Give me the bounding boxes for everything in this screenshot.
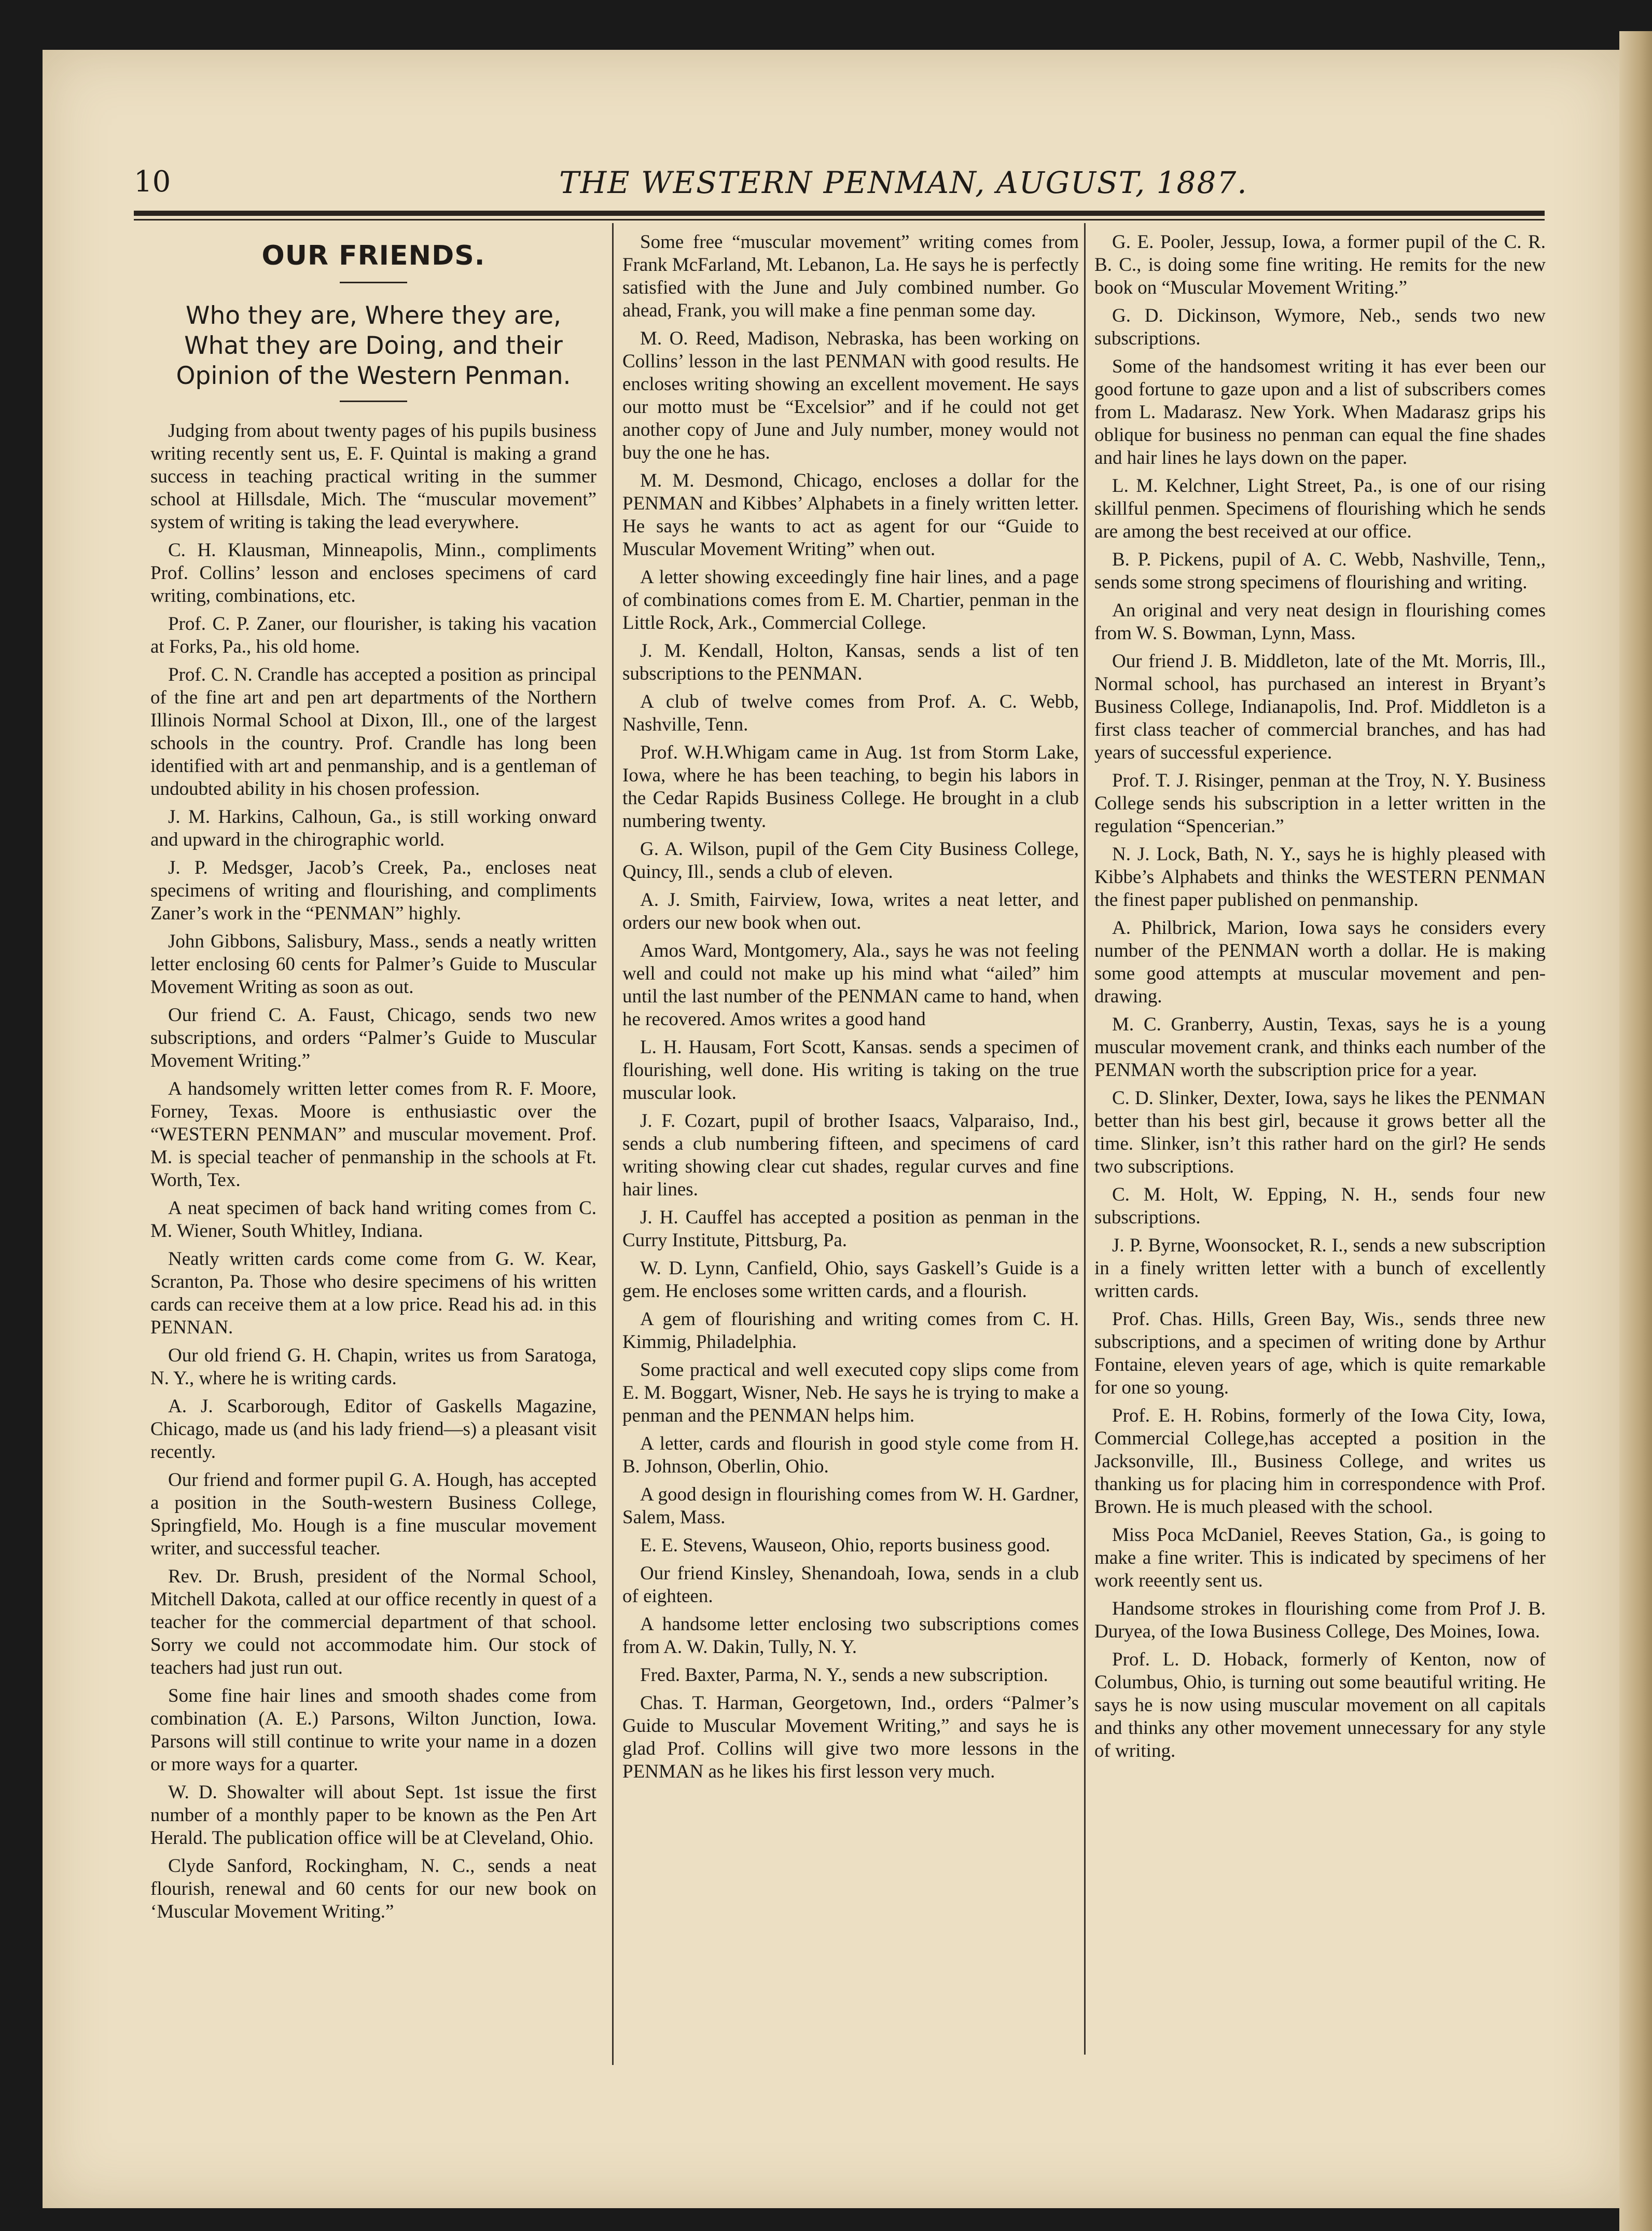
article-paragraph: A handsomely written letter comes from R. F. Moore, Forney, Texas. Moore is enthusiastic over the “WESTERN PENMAN” and muscular movement. Prof. M. is special teacher of penmanship in the schools at Ft. Worth, Tex. (150, 1078, 596, 1191)
article-paragraph: Some free “muscular movement” writing comes from Frank McFarland, Mt. Lebanon, La. He says he is perfectly satisfied with the June and July combined number. Go ahead, Frank, you will make a fine penman some day. (622, 231, 1079, 321)
header-rule-thin (134, 219, 1545, 221)
article-paragraph: J. F. Cozart, pupil of brother Isaacs, Valparaiso, Ind., sends a club numbering fifteen, and specimens of card writing showing clear cut shades, regular curves and fine hair lines. (622, 1110, 1079, 1200)
article-paragraph: M. O. Reed, Madison, Nebraska, has been working on Collins’ lesson in the last PENMAN with good results. He encloses writing showing an excellent movement. He says our motto must be “Excelsior” and if he could not get another copy of June and July number, money would not buy the one he has. (622, 328, 1079, 463)
article-paragraph: A handsome letter enclosing two subscriptions comes from A. W. Dakin, Tully, N. Y. (622, 1614, 1079, 1658)
article-paragraph: A gem of flourishing and writing comes from C. H. Kimmig, Philadelphia. (622, 1309, 1079, 1353)
article-paragraph: Our old friend G. H. Chapin, writes us from Saratoga, N. Y., where he is writing cards. (150, 1345, 596, 1389)
article-paragraph: G. E. Pooler, Jessup, Iowa, a former pupil of the C. R. B. C., is doing some fine writing. He remits for the new book on “Muscular Movement Writing.” (1094, 231, 1546, 298)
article-paragraph: Rev. Dr. Brush, president of the Normal School, Mitchell Dakota, called at our office recently in quest of a teacher for the commercial department of that school. Sorry we could not accommodate him. Our stock of teachers had just run out. (150, 1566, 596, 1678)
article-paragraph: Judging from about twenty pages of his pupils business writing recently sent us, E. F. Quintal is making a grand success in teaching practical writing in the summer school at Hillsdale, Mich. The “muscular movement” system of writing is taking the lead everywhere. (150, 420, 596, 533)
article-paragraph: J. M. Harkins, Calhoun, Ga., is still working onward and upward in the chirographic world. (150, 806, 596, 850)
article-paragraph: A letter showing exceedingly fine hair lines, and a page of combinations comes from E. M. Chartier, penman in the Little Rock, Ark., Commercial College. (622, 567, 1079, 634)
article-paragraph: A. J. Scarborough, Editor of Gaskells Magazine, Chicago, made us (and his lady friend—s) a pleasant visit recently. (150, 1396, 596, 1463)
article-paragraph: L. M. Kelchner, Light Street, Pa., is one of our rising skillful penmen. Specimens of flourishing which he sends are among the best received at our office. (1094, 475, 1546, 542)
article-paragraph: J. P. Byrne, Woonsocket, R. I., sends a new subscription in a finely written letter with a bunch of excellently written cards. (1094, 1235, 1546, 1302)
article-paragraph: J. M. Kendall, Holton, Kansas, sends a list of ten subscriptions to the PENMAN. (622, 640, 1079, 684)
article-paragraph: J. P. Medsger, Jacob’s Creek, Pa., encloses neat specimens of writing and flourishing, and compliments Zaner’s work in the “PENMAN” highly. (150, 857, 596, 924)
article-paragraph: B. P. Pickens, pupil of A. C. Webb, Nashville, Tenn,, sends some strong specimens of flourishing and writing. (1094, 549, 1546, 593)
article-paragraph: Amos Ward, Montgomery, Ala., says he was not feeling well and could not make up his mind what “ailed” him until the last number of the PENMAN came to hand, when he recovered. Amos writes a good hand (622, 940, 1079, 1030)
column-3 (1094, 231, 1546, 1768)
article-paragraph: John Gibbons, Salisbury, Mass., sends a neatly written letter enclosing 60 cents for Palmer’s Guide to Muscular Movement Writing as soon as out. (150, 931, 596, 998)
article-paragraph: Prof. W.H.Whigam came in Aug. 1st from Storm Lake, Iowa, where he has been teaching, to begin his labors in the Cedar Rapids Business College. He brought in a club numbering twenty. (622, 742, 1079, 832)
page-header (134, 161, 1545, 202)
article-paragraph: C. M. Holt, W. Epping, N. H., sends four new subscriptions. (1094, 1184, 1546, 1228)
title-rule (340, 282, 407, 283)
page-edge (1619, 31, 1652, 2231)
column-1 (150, 231, 596, 1929)
header-rule-thick (134, 211, 1545, 216)
running-title: THE WESTERN PENMAN, AUGUST, 1887. (559, 165, 1248, 200)
article-paragraph: C. D. Slinker, Dexter, Iowa, says he likes the PENMAN better than his best girl, because it grows better all the time. Slinker, isn’t this rather hard on the girl? He sends two subscriptions. (1094, 1087, 1546, 1177)
article-paragraph: Prof. C. N. Crandle has accepted a position as principal of the fine art and pen art departments of the Northern Illinois Normal School at Dixon, Ill., one of the largest schools in the country. Prof. Crandle has long been identified with art and penmanship, and is a gentleman of undoubted ability in his chosen profession. (150, 664, 596, 800)
article-paragraph: Some of the handsomest writing it has ever been our good fortune to gaze upon and a list of subscribers comes from L. Madarasz. New York. When Madarasz grips his oblique for business no penman can equal the fine shades and hair lines he lays down on the paper. (1094, 356, 1546, 469)
article-paragraph: M. C. Granberry, Austin, Texas, says he is a young muscular movement crank, and thinks each number of the PENMAN worth the subscription price for a year. (1094, 1014, 1546, 1081)
article-paragraph: Some practical and well executed copy slips come from E. M. Boggart, Wisner, Neb. He says he is trying to make a penman and the PENMAN helps him. (622, 1359, 1079, 1426)
article-paragraph: Some fine hair lines and smooth shades come from combination (A. E.) Parsons, Wilton Junction, Iowa. Parsons will still continue to write your name in a dozen or more ways for a quarter. (150, 1685, 596, 1775)
article-paragraph: Chas. T. Harman, Georgetown, Ind., orders “Palmer’s Guide to Muscular Movement Writing,” and says he is glad Prof. Collins will give two more lessons in the PENMAN as he likes his first lesson very much. (622, 1692, 1079, 1782)
article-paragraph: N. J. Lock, Bath, N. Y., says he is highly pleased with Kibbe’s Alphabets and thinks the WESTERN PENMAN the finest paper published on penmanship. (1094, 844, 1546, 911)
article-paragraph: A. Philbrick, Marion, Iowa says he considers every number of the PENMAN worth a dollar. He is making some good attempts at muscular movement and pen-drawing. (1094, 917, 1546, 1007)
section-title: OUR FRIENDS. (261, 240, 485, 271)
article-paragraph: G. D. Dickinson, Wymore, Neb., sends two new subscriptions. (1094, 305, 1546, 349)
article-paragraph: Neatly written cards come come from G. W. Kear, Scranton, Pa. Those who desire specimens of his written cards can receive them at a low price. Read his ad. in this PENNAN. (150, 1248, 596, 1338)
article-paragraph: M. M. Desmond, Chicago, encloses a dollar for the PENMAN and Kibbes’ Alphabets in a finely written letter. He says he wants to act as agent for our “Guide to Muscular Movement Writing” when out. (622, 470, 1079, 560)
column-divider (1084, 223, 1086, 2055)
article-paragraph: A neat specimen of back hand writing comes from C. M. Wiener, South Whitley, Indiana. (150, 1197, 596, 1242)
article-paragraph: W. D. Showalter will about Sept. 1st issue the first number of a monthly paper to be known as the Pen Art Herald. The publication office will be at Cleveland, Ohio. (150, 1782, 596, 1849)
article-paragraph: Our friend C. A. Faust, Chicago, sends two new subscriptions, and orders “Palmer’s Guide to Muscular Movement Writing.” (150, 1004, 596, 1071)
column-2 (622, 231, 1079, 1788)
subtitle-rule (340, 401, 407, 402)
page-number: 10 (134, 165, 171, 199)
article-paragraph: An original and very neat design in flourishing comes from W. S. Bowman, Lynn, Mass. (1094, 600, 1546, 644)
article-paragraph: Our friend and former pupil G. A. Hough, has accepted a position in the South-western Business College, Springfield, Mo. Hough is a fine muscular movement writer, and successful teacher. (150, 1469, 596, 1559)
article-paragraph: A letter, cards and flourish in good style come from H. B. Johnson, Oberlin, Ohio. (622, 1433, 1079, 1477)
column-divider (612, 223, 614, 2065)
article-paragraph: Prof. C. P. Zaner, our flourisher, is taking his vacation at Forks, Pa., his old home. (150, 613, 596, 657)
article-paragraph: G. A. Wilson, pupil of the Gem City Business College, Quincy, Ill., sends a club of eleven. (622, 838, 1079, 883)
article-paragraph: Fred. Baxter, Parma, N. Y., sends a new subscription. (640, 1664, 1048, 1686)
article-paragraph: C. H. Klausman, Minneapolis, Minn., compliments Prof. Collins’ lesson and encloses specimens of card writing, combinations, etc. (150, 540, 596, 607)
article-paragraph: Prof. L. D. Hoback, formerly of Kenton, now of Columbus, Ohio, is turning out some beautiful writing. He says he is now using muscular movement on all capitals and thinks any other movement unnecessary for any style of writing. (1094, 1649, 1546, 1761)
article-paragraph: Prof. Chas. Hills, Green Bay, Wis., sends three new subscriptions, and a specimen of writing done by Arthur Fontaine, eleven years of age, which is quite remarkable for one so young. (1094, 1309, 1546, 1398)
article-paragraph: Prof. E. H. Robins, formerly of the Iowa City, Iowa, Commercial College,has accepted a position in the Jacksonville, Ill., Business College, and writes us thanking us for placing him in correspondence with Prof. Brown. He is much pleased with the school. (1094, 1405, 1546, 1518)
article-paragraph: Clyde Sanford, Rockingham, N. C., sends a neat flourish, renewal and 60 cents for our new book on ‘Muscular Movement Writing.” (150, 1855, 596, 1922)
article-paragraph: Handsome strokes in flourishing come from Prof J. B. Duryea, of the Iowa Business College, Des Moines, Iowa. (1094, 1598, 1546, 1642)
article-paragraph: W. D. Lynn, Canfield, Ohio, says Gaskell’s Guide is a gem. He encloses some written cards, and a flourish. (622, 1258, 1079, 1302)
article-paragraph: L. H. Hausam, Fort Scott, Kansas. sends a specimen of flourishing, well done. His writing is taking on the true muscular look. (622, 1037, 1079, 1104)
article-paragraph: E. E. Stevens, Wauseon, Ohio, reports business good. (640, 1535, 1050, 1556)
article-paragraph: J. H. Cauffel has accepted a position as penman in the Curry Institute, Pittsburg, Pa. (622, 1207, 1079, 1251)
article-paragraph: Our friend J. B. Middleton, late of the Mt. Morris, Ill., Normal school, has purchased an interest in Bryant’s Business College, Indianapolis, Ind. Prof. Middleton is a first class teacher of commercial branches, and has had years of successful experience. (1094, 651, 1546, 763)
section-subtitle: Who they are, Where they are, What they are Doing, and their Opinion of the Western Penman. (176, 301, 571, 390)
article-paragraph: Miss Poca McDaniel, Reeves Station, Ga., is going to make a fine writer. This is indicated by specimens of her work reeently sent us. (1094, 1524, 1546, 1591)
article-paragraph: A club of twelve comes from Prof. A. C. Webb, Nashville, Tenn. (622, 691, 1079, 735)
article-paragraph: Our friend Kinsley, Shenandoah, Iowa, sends in a club of eighteen. (622, 1563, 1079, 1607)
article-paragraph: A. J. Smith, Fairview, Iowa, writes a neat letter, and orders our new book when out. (622, 889, 1079, 933)
article-paragraph: Prof. T. J. Risinger, penman at the Troy, N. Y. Business College sends his subscription in a letter written in the regulation “Spencerian.” (1094, 770, 1546, 837)
article-paragraph: A good design in flourishing comes from W. H. Gardner, Salem, Mass. (622, 1484, 1079, 1528)
